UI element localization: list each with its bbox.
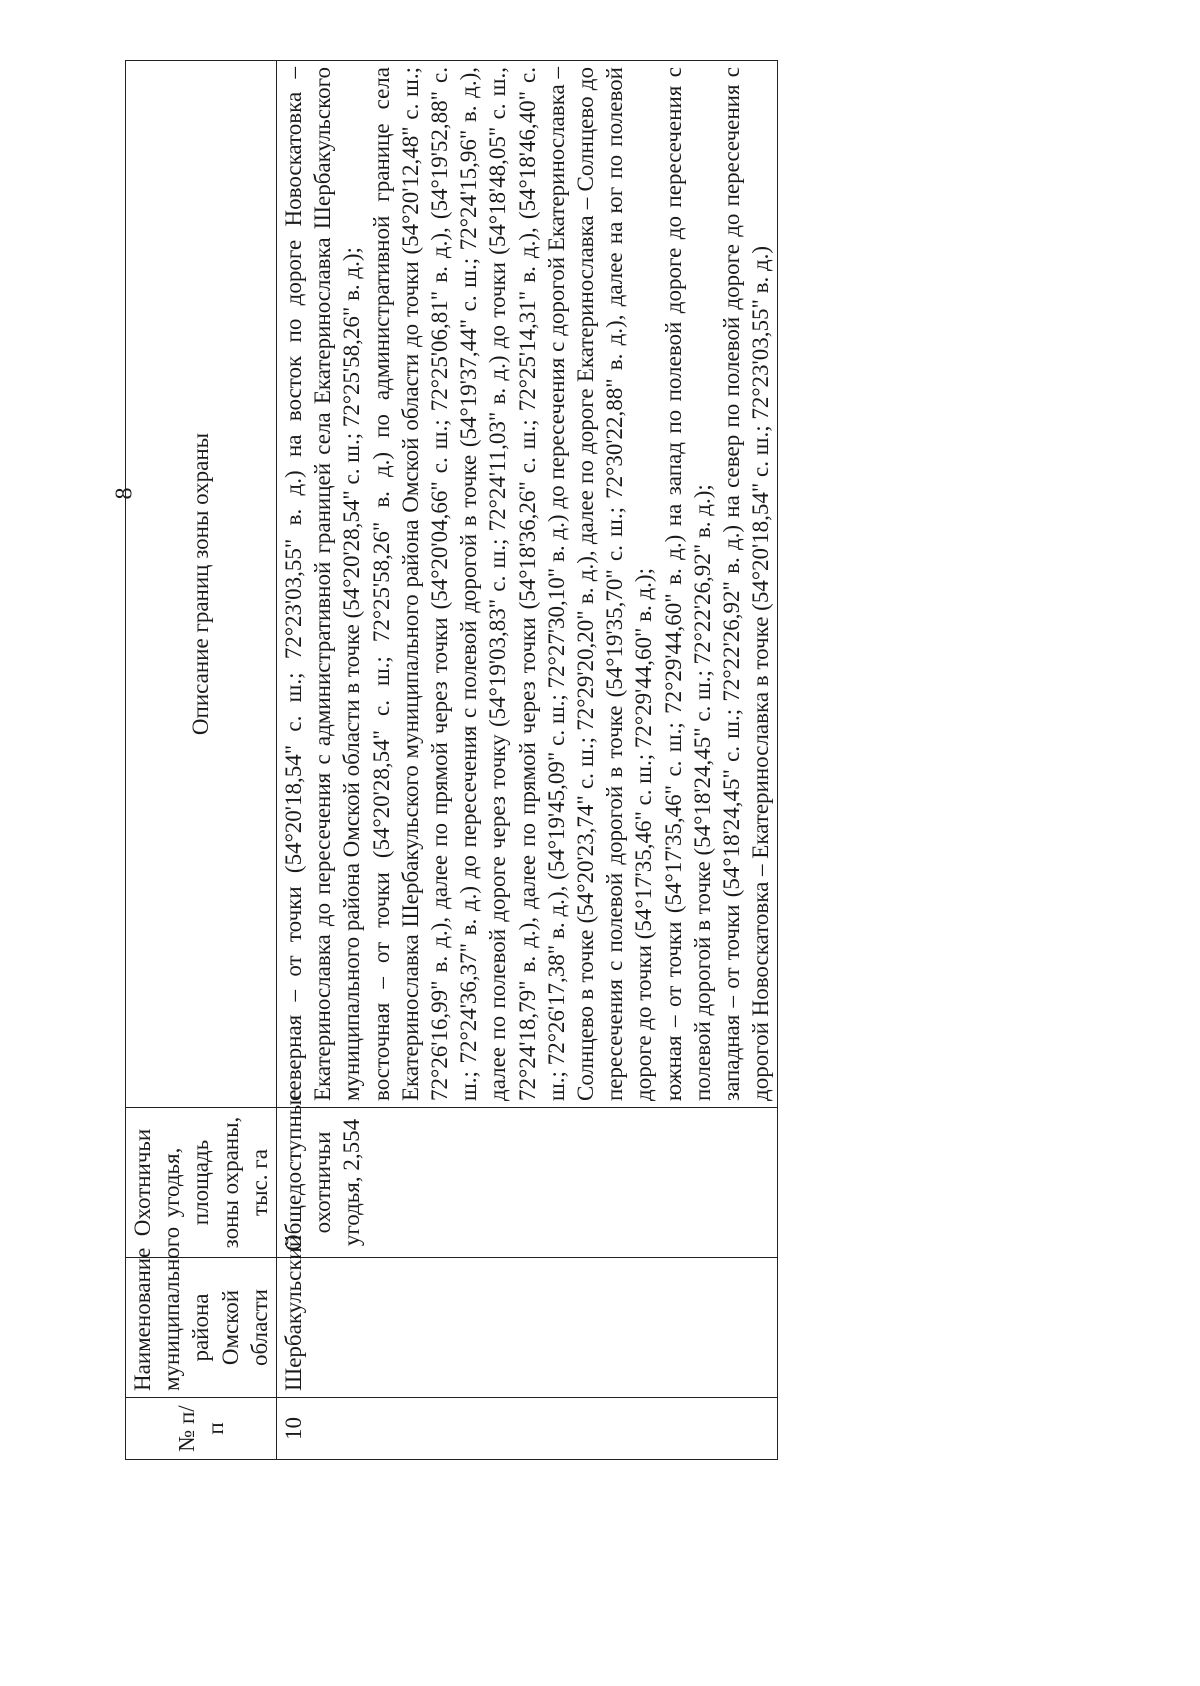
table-row [277,61,778,1460]
row-district: Шербакульский [277,1258,778,1398]
boundary-south: южная – от точки (54°17'35,46" с. ш.; 72°29'44,60" в. д.) на запад по полевой дороге до пересечения с полевой дорогой в точке (54°18'24,45" с. ш.; 72°22'26,92" в. д.); [660,67,715,1101]
header-description: Описание границ зоны охраны [126,61,277,1108]
table-header-row [126,61,277,1460]
row-description [277,61,778,1108]
header-district: Наименование муниципального района Омской области [126,1258,277,1398]
header-land: Охотничьи угодья, площадь зоны охраны, тыс. га [126,1108,277,1258]
row-land: Общедоступные охотничьи угодья, 2,554 [277,1108,778,1258]
rotated-page-area [125,60,1175,1460]
protection-zone-table [125,60,778,1460]
boundary-north: северная – от точки (54°20'18,54" с. ш.; 72°23'03,55" в. д.) на восток по дороге Новоскатовка – Екатеринославка до пересечения с административной границей села Екатеринославка Шербакульского муниципального района Омской области в точке (54°20'28,54" с. ш.; 72°25'58,26" в. д.); [281,67,365,1101]
rotated-content [125,60,1175,1460]
boundary-west: западная – от точки (54°18'24,45" с. ш.; 72°22'26,92" в. д.) на север по полевой дороге до пересечения с дорогой Новоскатовка – Екатеринославка в точке (54°20'18,54" с. ш.; 72°23'03,55" в. д.) [719,67,774,1101]
page-number: 8 [111,487,138,500]
boundary-east: восточная – от точки (54°20'28,54" с. ш.; 72°25'58,26" в. д.) по административной границе села Екатеринославка Шербакульского муниципального района Омской области до точки (54°20'12,48" с. ш.; 72°26'16,99" в. д.), далее по прямой через точки (54°20'04,66" с. ш.; 72°25'06,81" в. д.), (54°19'52,88" с. ш.; 72°24'36,37" в. д.) до пересечения с полевой дорогой в точке (54°19'37,44" с. ш.; 72°24'15,96" в. д.), далее по полевой дороге через точку (54°19'03,83" с. ш.; 72°24'11,03" в. д.) до точки (54°18'48,05" с. ш., 72°24'18,79" в. д.), далее по прямой через точки (54°18'36,26" с. ш.; 72°25'14,31" в. д.), (54°18'46,40" с. ш.; 72°26'17,38" в. д.), (54°19'45,09" с. ш.; 72°27'30,10" в. д.) до пересечения с дорогой Екатеринославка – Солнцево в точке (54°20'23,74" с. ш.; 72°29'20,20" в. д.), далее по дороге Екатеринославка – Солнцево до пересечения с полевой дорогой в точке (54°19'35,70" с. ш.; 72°30'22,88" в. д.), далее на юг по полевой дороге до точки (54°17'35,46" с. ш.; 72°29'44,60" в. д.); [368,67,657,1101]
row-num: 10 [277,1398,778,1460]
header-num: № п/п [126,1398,277,1460]
